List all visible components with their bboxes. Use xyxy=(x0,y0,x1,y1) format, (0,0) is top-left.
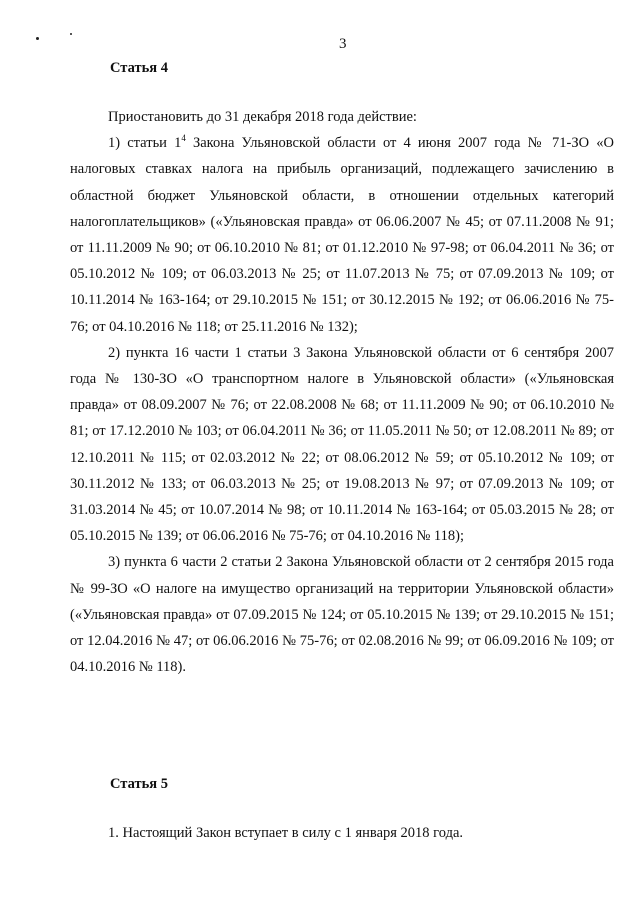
item-1-text: Закона Ульяновской области от 4 июня 2007 года № 71-ЗО «О налоговых ставках налога на прибыль организаций, подлежащего зачислению в областной бюджет Ульяновской области, в отношении отдельных категорий налогоплательщиков» («Ульяновская правда» от 06.06.2007 № 45; от 07.11.2008 № 91; от 11.11.2009 № 90; от 06.10.2010 № 81; от 01.12.2010 № 97-98; от 06.04.2011 № 36; от 05.10.2012 № 109; от 06.03.2013 № 25; от 11.07.2013 № 75; от 07.09.2013 № 109; от 10.11.2014 № 163-164; от 29.10.2015 № 151; от 30.12.2015 № 192; от 06.06.2016 № 75-76; от 04.10.2016 № 118; от 25.11.2016 № 132); xyxy=(70,135,614,335)
scan-speck xyxy=(70,33,72,35)
article-5-item-1: 1. Настоящий Закон вступает в силу с 1 января 2018 года. xyxy=(108,825,464,841)
article-5-heading: Статья 5 xyxy=(110,776,168,792)
article-4-item-1 xyxy=(70,130,614,340)
page-number: 3 xyxy=(339,36,347,52)
scan-speck xyxy=(36,37,39,40)
article-4-body xyxy=(70,104,614,680)
article-4-intro: Приостановить до 31 декабря 2018 года действие: xyxy=(108,109,417,125)
item-1-sup: 4 xyxy=(181,133,186,144)
article-4-item-2: 2) пункта 16 части 1 статьи 3 Закона Ульяновской области от 6 сентября 2007 года № 130-ЗО «О транспортном налоге в Ульяновской области» («Ульяновская правда» от 08.09.2007 № 76; от 22.08.2008 № 68; от 11.11.2009 № 90; от 06.10.2010 № 81; от 17.12.2010 № 103; от 06.04.2011 № 36; от 11.05.2011 № 50; от 12.08.2011 № 89; от 12.10.2011 № 115; от 02.03.2012 № 22; от 08.06.2012 № 59; от 05.10.2012 № 109; от 30.11.2012 № 133; от 06.03.2013 № 25; от 19.08.2013 № 97; от 07.09.2013 № 109; от 31.03.2014 № 45; от 10.07.2014 № 98; от 10.11.2014 № 163-164; от 05.03.2015 № 28; от 05.10.2015 № 139; от 06.06.2016 № 75-76; от 04.10.2016 № 118); xyxy=(70,344,614,545)
item-1-prefix: 1) статьи 1 xyxy=(108,135,182,152)
article-4-item-3: 3) пункта 6 части 2 статьи 2 Закона Ульяновской области от 2 сентября 2015 года № 99-ЗО «О налоге на имущество организаций на территории Ульяновской области» («Ульяновская правда» от 07.09.2015 № 124; от 05.10.2015 № 139; от 29.10.2015 № 151; от 12.04.2016 № 47; от 06.06.2016 № 75-76; от 02.08.2016 № 99; от 06.09.2016 № 109; от 04.10.2016 № 118). xyxy=(70,554,614,676)
article-4-heading: Статья 4 xyxy=(110,60,168,76)
